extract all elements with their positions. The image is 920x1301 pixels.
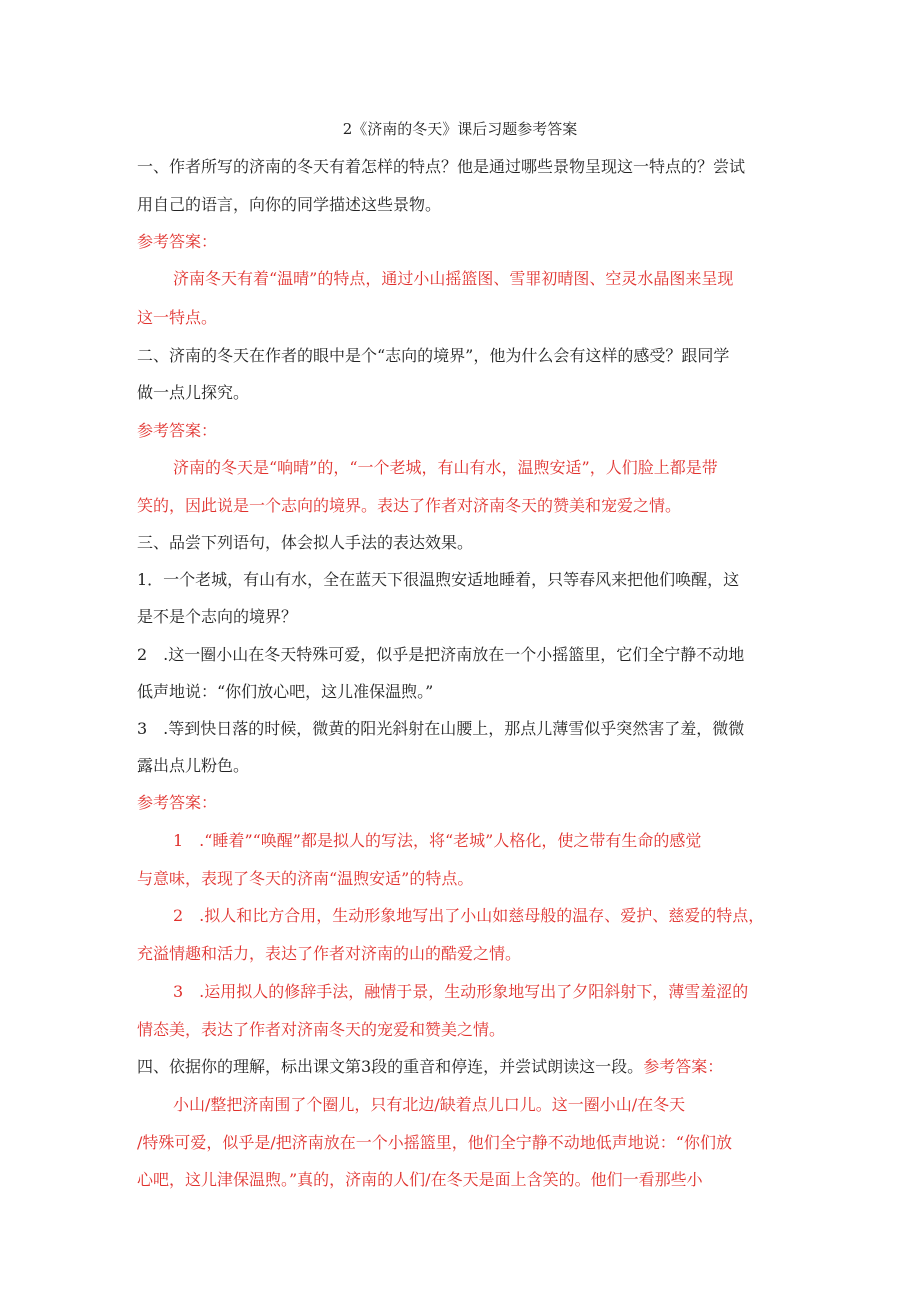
answer-4-line-3: 心吧，这儿津保温煦。”真的，济南的人们/在冬天是面上含笑的。他们一看那些小 [137,1170,703,1189]
answer-3-1-line-1: 1 .“睡着”“唤醒”都是拟人的写法，将“老城”人格化，使之带有生命的感觉 [173,831,702,850]
question-3-item-3-line-1: 3 .等到快日落的时候，微黄的阳光斜射在山腰上，那点儿薄雪似乎突然害了羞，微微 [137,719,745,738]
question-3-line: 三、品尝下列语句，体会拟人手法的表达效果。 [137,533,474,552]
answer-1-line-2: 这一特点。 [137,308,218,327]
question-3-item-2-line-1: 2 .这一圈小山在冬天特殊可爱，似乎是把济南放在一个小摇篮里，它们全宁静不动地 [137,645,745,664]
answer-4-line-2: /特殊可爱，似乎是/把济南放在一个小摇篮里，他们全宁静不动地低声地说：“你们放 [137,1133,732,1152]
question-2-line-1: 二、济南的冬天在作者的眼中是个“志向的境界”，他为什么会有这样的感受？跟同学 [137,346,730,365]
answer-4-label: 参考答案： [643,1057,724,1076]
answer-3-label: 参考答案： [137,793,218,812]
answer-3-2-line-1: 2 .拟人和比方合用，生动形象地写出了小山如慈母般的温存、爱护、慈爱的特点， [173,906,765,925]
answer-1-label: 参考答案： [137,232,218,251]
question-3-item-1-line-2: 是不是个志向的境界？ [137,607,298,626]
answer-1-line-1: 济南冬天有着“温晴”的特点，通过小山摇篮图、雪罪初晴图、空灵水晶图来呈现 [173,269,734,288]
answer-3-3-line-2: 情态美，表达了作者对济南冬天的宠爱和赞美之情。 [137,1020,506,1039]
answer-3-1-line-2: 与意味，表现了冬天的济南“温煦安适”的特点。 [137,869,474,888]
document-title: 2《济南的冬天》课后习题参考答案 [342,120,578,138]
question-3-item-2-line-2: 低声地说：“你们放心吧，这儿准保温煦。” [137,682,434,701]
question-1-line-2: 用自己的语言，向你的同学描述这些景物。 [137,195,442,214]
question-2-line-2: 做一点儿探究。 [137,383,250,402]
answer-4-line-1: 小山/整把济南围了个圈儿，只有北边/缺着点儿口儿。这一圈小山/在冬天 [173,1095,686,1114]
answer-2-label: 参考答案： [137,421,218,440]
question-4-line [137,1056,723,1078]
question-4-text: 四、依据你的理解，标出课文第3段的重音和停连，并尝试朗读这一段。 [137,1057,644,1076]
answer-2-line-2: 笑的，因此说是一个志向的境界。表达了作者对济南冬天的赞美和宠爱之情。 [137,496,682,515]
answer-3-2-line-2: 充溢情趣和活力，表达了作者对济南的山的酷爱之情。 [137,944,522,963]
question-1-line-1: 一、作者所写的济南的冬天有着怎样的特点？他是通过哪些景物呈现这一特点的？尝试 [137,157,746,176]
answer-3-3-line-1: 3 .运用拟人的修辞手法，融情于景，生动形象地写出了夕阳斜射下，薄雪羞涩的 [173,982,749,1001]
question-3-item-1-line-1: 1．一个老城，有山有水，全在蓝天下很温煦安适地睡着，只等春风来把他们唤醒，这 [137,570,740,589]
answer-2-line-1: 济南的冬天是“响晴”的，“一个老城，有山有水，温煦安适”，人们脸上都是带 [173,458,718,477]
question-3-item-3-line-2: 露出点儿粉色。 [137,756,250,775]
